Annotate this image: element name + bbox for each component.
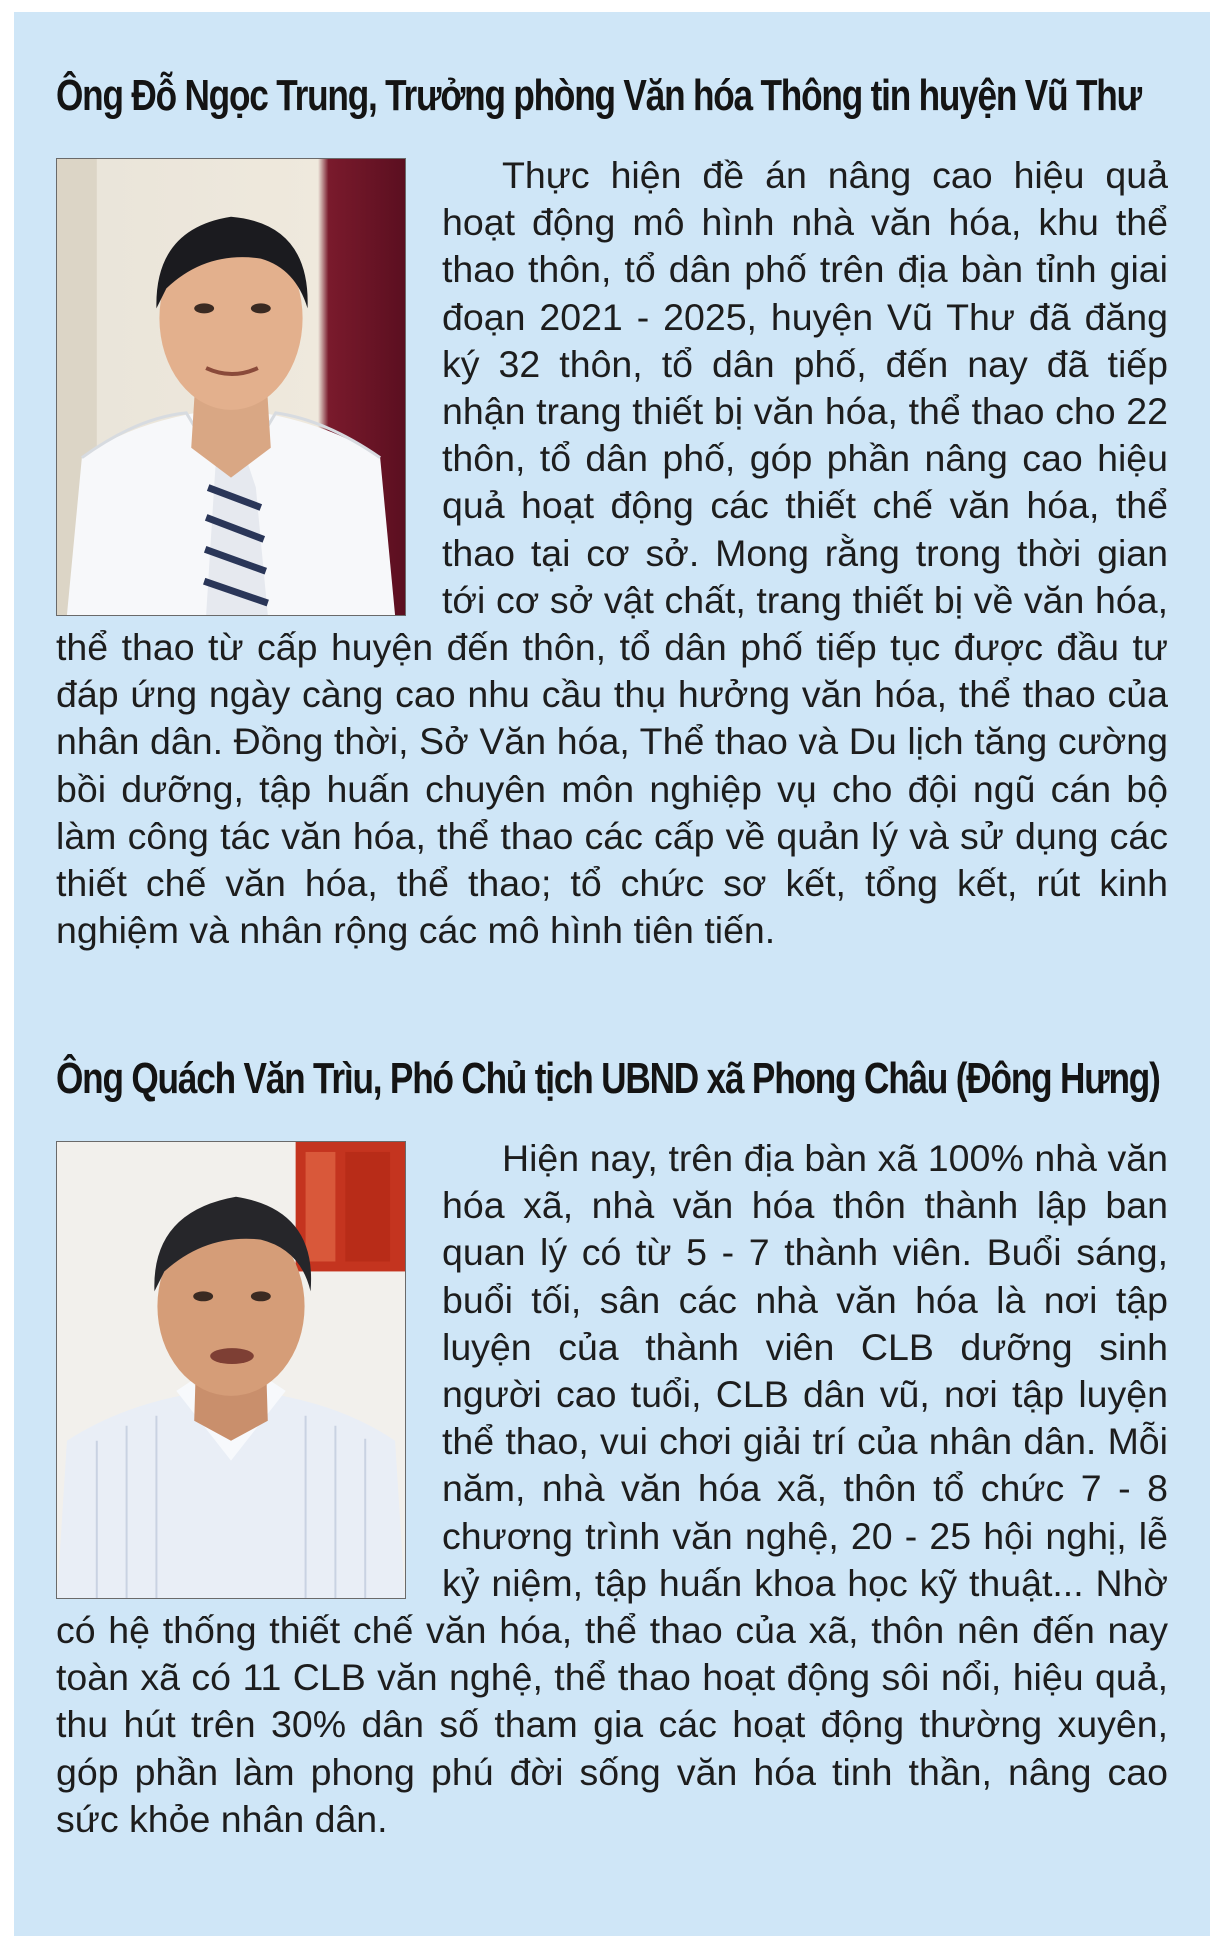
portrait-photo-icon xyxy=(57,1142,405,1598)
interview-section-2 xyxy=(56,1047,1168,1843)
section-body: Thực hiện đề án nâng cao hiệu quả hoạt động mô hình nhà văn hóa, khu thể thao thôn, tổ dân phố trên địa bàn tỉnh giai đoạn 2021 - 2025, huyện Vũ Thư đã đăng ký 32 thôn, tổ dân phố, đến nay đã tiếp nhận trang thiết bị văn hóa, thể thao cho 22 thôn, tổ dân phố, góp phần nâng cao hiệu quả hoạt động các thiết chế văn hóa, thể thao tại cơ sở. Mong rằng trong thời gian tới cơ sở vật chất, trang thiết bị về văn hóa, thể thao từ cấp huyện đến thôn, tổ dân phố tiếp tục được đầu tư đáp ứng ngày càng cao nhu cầu thụ hưởng văn hóa, thể thao của nhân dân. Đồng thời, Sở Văn hóa, Thể thao và Du lịch tăng cường bồi dưỡng, tập huấn chuyên môn nghiệp vụ cho đội ngũ cán bộ làm công tác văn hóa, thể thao các cấp về quản lý và sử dụng các thiết chế văn hóa, thể thao; tổ chức sơ kết, tổng kết, rút kinh nghiệm và nhân rộng các mô hình tiên tiến. xyxy=(56,154,1168,952)
section-body-wrap xyxy=(56,1135,1168,1843)
portrait-photo-icon xyxy=(57,159,405,615)
article-panel xyxy=(14,12,1210,1936)
section-body-wrap xyxy=(56,152,1168,954)
section-heading: Ông Đỗ Ngọc Trung, Trưởng phòng Văn hóa Thông tin huyện Vũ Thư xyxy=(56,71,1141,120)
section-body: Hiện nay, trên địa bàn xã 100% nhà văn hóa xã, nhà văn hóa thôn thành lập ban quan lý có từ 5 - 7 thành viên. Buổi sáng, buổi tối, sân các nhà văn hóa là nơi tập luyện của thành viên CLB dưỡng sinh người cao tuổi, CLB dân vũ, nơi tập luyện thể thao, vui chơi giải trí của nhân dân. Mỗi năm, nhà văn hóa xã, thôn tổ chức 7 - 8 chương trình văn nghệ, 20 - 25 hội nghị, lễ kỷ niệm, tập huấn khoa học kỹ thuật... Nhờ có hệ thống thiết chế văn hóa, thể thao của xã, thôn nên đến nay toàn xã có 11 CLB văn nghệ, thể thao hoạt động sôi nổi, hiệu quả, thu hút trên 30% dân số tham gia các hoạt động thường xuyên, góp phần làm phong phú đời sống văn hóa tinh thần, nâng cao sức khỏe nhân dân. xyxy=(56,1137,1168,1840)
section-heading: Ông Quách Văn Trìu, Phó Chủ tịch UBND xã Phong Châu (Đông Hưng) xyxy=(56,1054,1160,1103)
portrait-photo xyxy=(56,1141,406,1599)
portrait-photo xyxy=(56,158,406,616)
interview-section-1 xyxy=(56,64,1168,954)
